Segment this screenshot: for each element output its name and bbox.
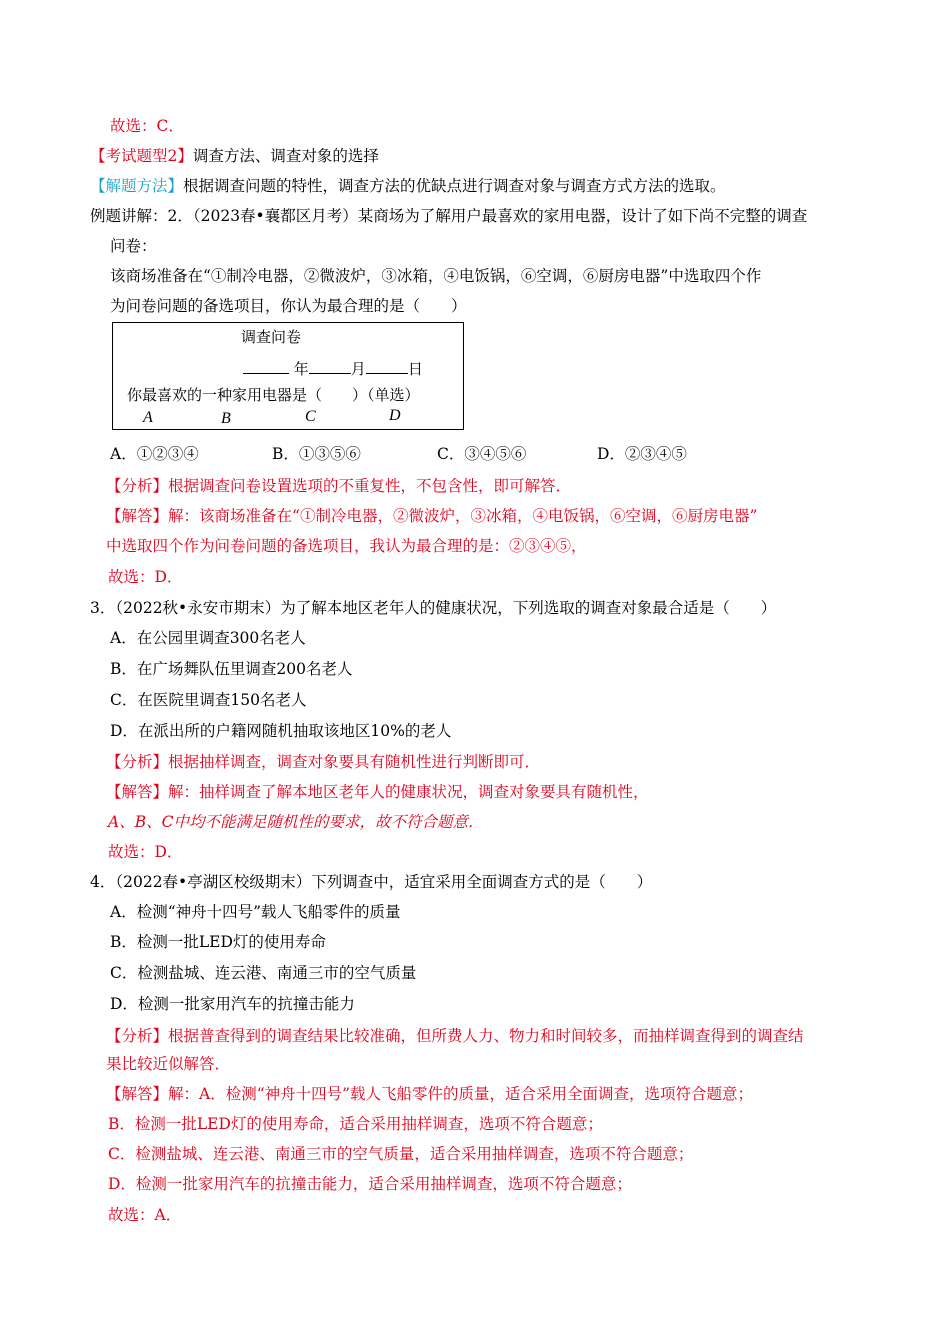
q2-solution-text1: 解：该商场准备在“①制冷电器，②微波炉，③冰箱，④电饭锅，⑥空调，⑥厨房电器” [168,507,758,525]
q3-option-c: C．在医院里调查150名老人 [110,691,307,709]
prev-answer: 故选：C． [110,117,184,135]
method-text: 根据调查问题的特性，调查方法的优缺点进行调查对象与调查方式方法的选取。 [183,177,726,195]
q4-option-a: A．检测“神舟十四号”载人飞船零件的质量 [110,903,401,921]
day-blank [366,359,408,374]
q4-analysis-tag: 【分析】 [106,1027,169,1045]
q3-analysis-text: 根据抽样调查，调查对象要具有随机性进行判断即可． [168,753,541,771]
q4-analysis-line1 [106,1026,804,1046]
q2-analysis-text: 根据调查问卷设置选项的不重复性，不包含性，即可解答． [168,477,572,495]
q3-solution-line1 [106,782,649,802]
method-tag: 【解题方法】 [90,177,184,195]
q2-analysis [106,476,571,496]
q2-solution-tag: 【解答】 [106,507,169,525]
q4-option-b: B．检测一批LED灯的使用寿命 [110,933,326,951]
survey-year: 年 [293,360,309,378]
q2-line3: 该商场准备在“①制冷电器，②微波炉，③冰箱，④电饭锅，⑥空调，⑥厨房电器”中选取四个作 [110,267,762,285]
q3-analysis [106,752,540,772]
q3-option-b: B．在广场舞队伍里调查200名老人 [110,660,353,678]
q3-solution-text1: 解：抽样调查了解本地区老年人的健康状况，调查对象要具有随机性， [168,783,649,801]
q2-choice-b: B．①③⑤⑥ [272,445,361,463]
q2-choice-a: A．①②③④ [110,445,199,463]
q2-line2: 问卷： [110,237,157,255]
q3-solution-tag: 【解答】 [106,783,169,801]
q4-answer: 故选：A． [108,1206,182,1224]
q2-answer: 故选：D． [108,568,183,586]
survey-option-d: D [389,407,401,424]
survey-month: 月 [350,360,366,378]
q2-line1: 例题讲解：2．（2023春•襄都区月考）某商场为了解用户最喜欢的家用电器，设计了如下尚不完整的调查 [90,207,808,225]
q4-analysis-text1: 根据普查得到的调查结果比较准确，但所费人力、物力和时间较多，而抽样调查得到的调查结 [168,1027,804,1045]
q2-analysis-tag: 【分析】 [106,477,169,495]
q3-stem: 3．（2022秋•永安市期末）为了解本地区老年人的健康状况，下列选取的调查对象最合适是（ ） [90,599,777,617]
q4-analysis-line2: 果比较近似解答． [106,1055,231,1073]
q2-choice-c: C．③④⑤⑥ [437,445,527,463]
q4-option-d: D．检测一批家用汽车的抗撞击能力 [110,995,355,1013]
survey-day: 日 [407,360,423,378]
q3-option-a: A．在公园里调查300名老人 [110,629,306,647]
type2-heading [90,146,379,166]
q2-solution-line1 [106,506,757,526]
q3-answer: 故选：D． [108,843,183,861]
q2-choice-d: D．②③④⑤ [597,445,687,463]
q2-solution-line2: 中选取四个作为问卷问题的备选项目，我认为最合理的是：②③④⑤， [106,537,587,555]
survey-date-line [243,359,423,378]
type2-tag: 【考试题型2】 [90,147,193,165]
q4-solution-text1: 解：A．检测“神舟十四号”载人飞船零件的质量，适合采用全面调查，选项符合题意； [168,1085,754,1103]
q4-stem: 4．（2022春•亭湖区校级期末）下列调查中，适宜采用全面调查方式的是（ ） [90,873,653,891]
survey-title: 调查问卷 [241,328,302,346]
q3-solution-line2: A、B、C中均不能满足随机性的要求，故不符合题意． [108,813,484,831]
q3-analysis-tag: 【分析】 [106,753,169,771]
q3-option-d: D．在派出所的户籍网随机抽取该地区10%的老人 [110,722,452,740]
type2-title: 调查方法、调查对象的选择 [192,147,379,165]
month-blank [309,359,351,374]
q2-line4: 为问卷问题的备选项目，你认为最合理的是（ ） [110,297,467,315]
q4-solution-line2: B．检测一批LED灯的使用寿命，适合采用抽样调查，选项不符合题意； [108,1115,603,1133]
survey-question: 你最喜欢的一种家用电器是（ ）（单选） [127,386,420,404]
q4-solution-line4: D．检测一批家用汽车的抗撞击能力，适合采用抽样调查，选项不符合题意； [108,1175,632,1193]
survey-option-c: C [305,408,316,425]
q4-solution-line3: C．检测盐城、连云港、南通三市的空气质量，适合采用抽样调查，选项不符合题意； [108,1145,694,1163]
q4-solution-tag: 【解答】 [106,1085,169,1103]
survey-option-a: A [143,409,153,426]
q4-option-c: C．检测盐城、连云港、南通三市的空气质量 [110,964,417,982]
survey-option-b: B [221,410,231,427]
year-blank [243,359,289,374]
survey-questionnaire-figure [112,322,464,430]
q4-solution-line1 [106,1084,753,1104]
method-line [90,176,726,196]
